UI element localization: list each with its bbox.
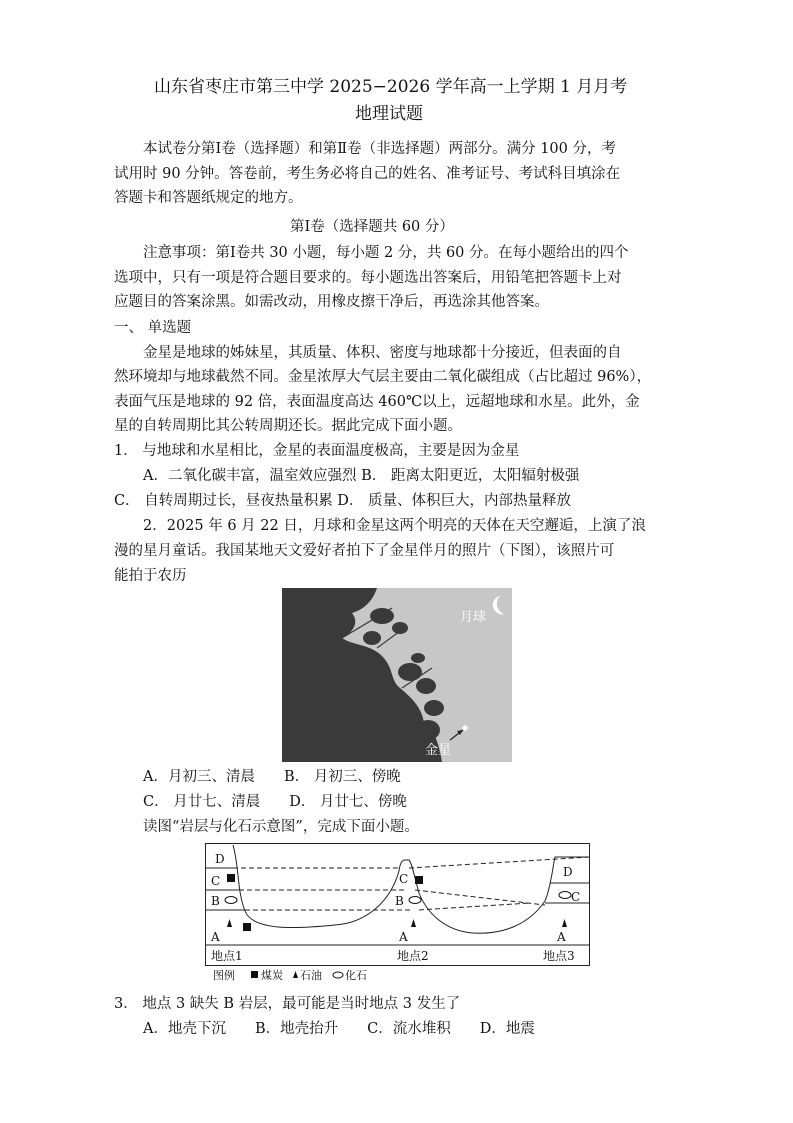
layer-label-c: C [399, 872, 409, 886]
section-heading: 第Ⅰ卷（选择题共 60 分） [290, 219, 454, 235]
layer-label-d: D [563, 865, 573, 879]
coal-icon [251, 971, 258, 978]
coal-icon [227, 874, 235, 882]
question-1-stem: 1． 与地球和水星相比，金星的表面温度极高，主要是因为金星 [114, 443, 520, 459]
passage-line: 表面气压是地球的 92 倍，表面温度高达 460℃以上，远超地球和水星。此外，金 [114, 394, 640, 410]
question-1-options: C． 自转周期过长，昼夜热量积累 D． 质量、体积巨大，内部热量释放 [114, 493, 572, 509]
intro-line: 本试卷分第Ⅰ卷（选择题）和第Ⅱ卷（非选择题）两部分。满分 100 分，考 [143, 141, 616, 157]
part-label: 一、 单选题 [114, 320, 192, 336]
rock-strata-diagram [205, 843, 590, 983]
question-2-stem: 2．2025 年 6 月 22 日，月球和金星这两个明亮的天体在天空邂逅，上演了浪 [143, 518, 646, 534]
site-label-1: 地点1 [211, 949, 243, 963]
legend-coal: 煤炭 [261, 969, 283, 982]
oil-icon [293, 971, 298, 978]
passage-line: 金星是地球的姊妹星，其质量、体积、密度与地球都十分接近，但表面的自 [143, 345, 622, 361]
venus-label: 金星 [425, 743, 452, 758]
diagram-intro: 读图“岩层与化石示意图”，完成下面小题。 [143, 819, 419, 835]
legend-fossil: 化石 [345, 969, 367, 982]
coal-icon [243, 923, 251, 931]
passage-line: 然环境却与地球截然不同。金星浓厚大气层主要由二氧化碳组成（占比超过 96%）， [114, 369, 652, 385]
intro-line: 答题卡和答题纸规定的地方。 [114, 190, 303, 206]
venus-moon-photo [282, 588, 512, 762]
passage-line: 星的自转周期比其公转周期还长。据此完成下面小题。 [114, 418, 462, 434]
legend-oil: 石油 [300, 969, 322, 982]
question-2-options: C． 月廿七、清晨 D． 月廿七、傍晚 [143, 794, 407, 810]
exam-title: 山东省枣庄市第三中学 2025−2026 学年高一上学期 1 月月考 [154, 77, 628, 97]
legend-title: 图例 [213, 969, 235, 982]
site-label-2: 地点2 [397, 949, 429, 963]
coal-icon [415, 876, 423, 884]
question-3-stem: 3． 地点 3 缺失 B 岩层，最可能是当时地点 3 发生了 [114, 996, 461, 1012]
layer-label-a: A [211, 930, 220, 944]
diagram-legend [213, 968, 367, 982]
notice-line: 注意事项：第Ⅰ卷共 30 小题，每小题 2 分，共 60 分。在每小题给出的四个 [143, 245, 629, 261]
intro-line: 试用时 90 分钟。答卷前，考生务必将自己的姓名、准考证号、考试科目填涂在 [114, 166, 621, 182]
question-2-stem: 漫的星月童话。我国某地天文爱好者拍下了金星伴月的照片（下图），该照片可 [114, 543, 615, 559]
exam-subtitle: 地理试题 [355, 104, 423, 124]
layer-label-b: B [395, 894, 404, 908]
notice-line: 应题目的答案涂黑。如需改动，用橡皮擦干净后，再选涂其他答案。 [114, 294, 549, 310]
question-1-options: A．二氧化碳丰富，温室效应强烈 B． 距离太阳更近，太阳辐射极强 [143, 468, 580, 484]
fossil-icon [333, 972, 343, 978]
question-2-options: A．月初三、清晨 B． 月初三、傍晚 [143, 769, 401, 785]
layer-label-c: C [571, 890, 581, 904]
layer-label-c: C [211, 874, 221, 888]
layer-label-a: A [399, 930, 408, 944]
layer-label-d: D [215, 852, 225, 866]
site-label-3: 地点3 [543, 949, 575, 963]
layer-label-b: B [211, 894, 220, 908]
venus-dot [462, 725, 467, 730]
question-2-stem: 能拍于农历 [114, 568, 187, 584]
question-3-options: A．地壳下沉 B．地壳抬升 C．流水堆积 D．地震 [143, 1021, 535, 1037]
moon-label: 月球 [460, 610, 487, 625]
notice-line: 选项中，只有一项是符合题目要求的。每小题选出答案后，用铅笔把答题卡上对 [114, 270, 622, 286]
layer-label-a: A [557, 930, 566, 944]
